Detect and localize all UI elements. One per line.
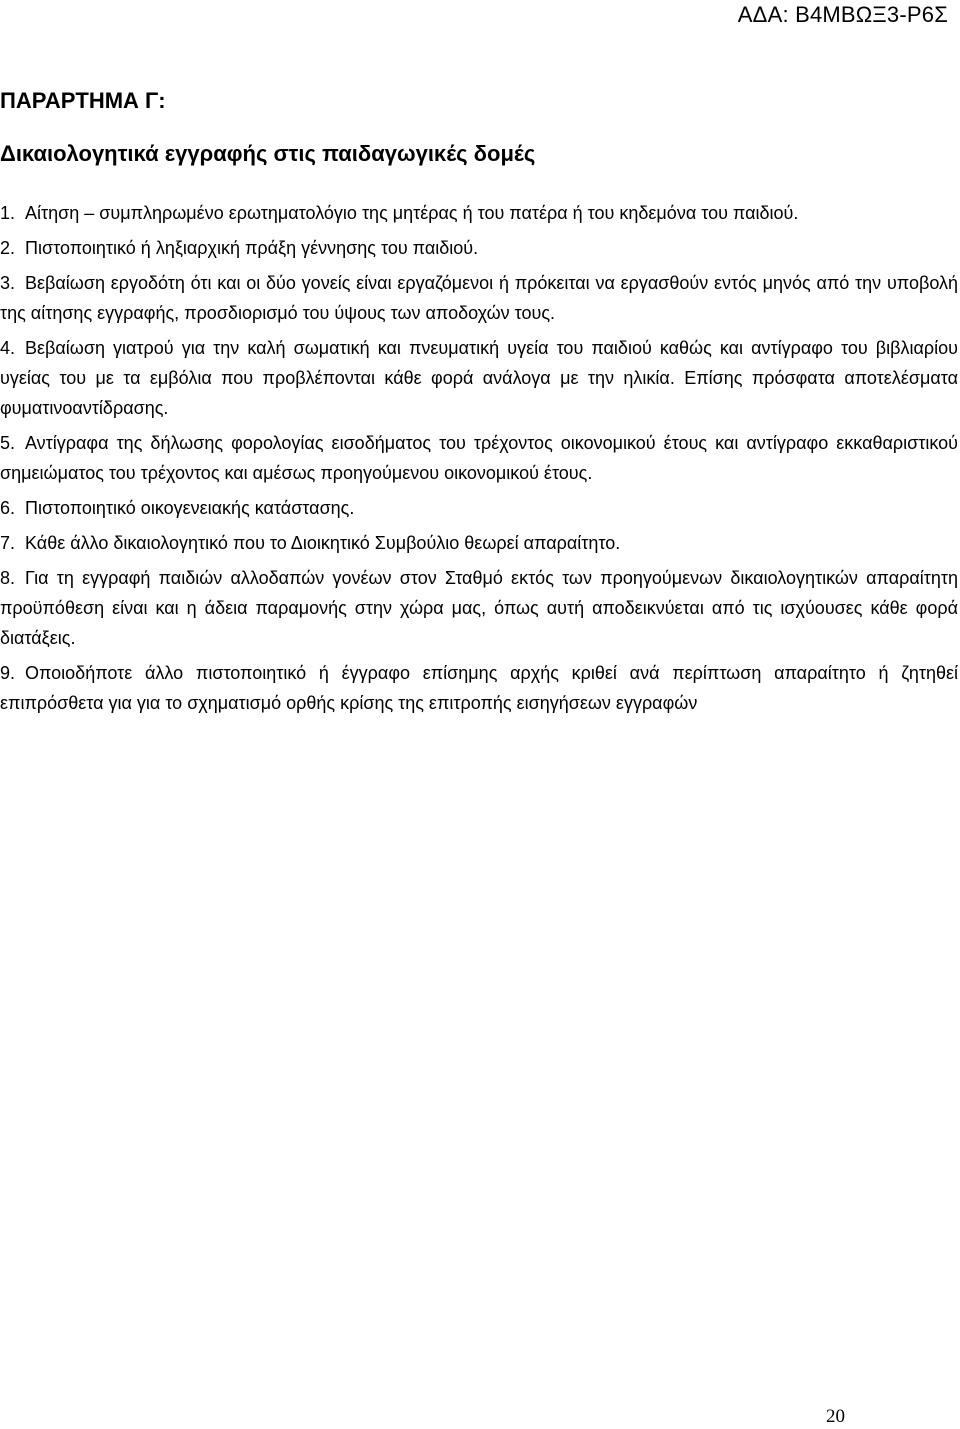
item-text: Πιστοποιητικό ή ληξιαρχική πράξη γέννησης του παιδιού.	[25, 238, 479, 258]
item-text: Οποιοδήποτε άλλο πιστοποιητικό ή έγγραφο επίσημης αρχής κριθεί ανά περίπτωση απαραίτητο ή ζητηθεί επιπρόσθετα για για το σχηματισμό ορθής κρίσης της επιτροπής εισηγήσεων εγγραφών	[0, 663, 958, 713]
item-number: 9.	[0, 663, 16, 683]
item-number: 1.	[0, 203, 16, 223]
item-number: 3.	[0, 273, 16, 293]
item-number: 4.	[0, 338, 16, 358]
list-item	[0, 268, 958, 328]
annex-title: ΠΑΡΑΡΤΗΜΑ Γ:	[0, 88, 166, 113]
item-number: 6.	[0, 498, 16, 518]
list-item	[0, 563, 958, 653]
list-item	[0, 493, 958, 523]
item-text: Για τη εγγραφή παιδιών αλλοδαπών γονέων στον Σταθμό εκτός των προηγούμενων δικαιολογητικών απαραίτητη προϋπόθεση είναι και η άδεια παραμονής στην χώρα μας, όπως αυτή αποδεικνύεται από τις ισχύουσες κάθε φορά διατάξεις.	[0, 568, 958, 648]
ada-code: ΑΔΑ: Β4ΜΒΩΞ3-Ρ6Σ	[737, 2, 948, 27]
item-text: Αίτηση – συμπληρωμένο ερωτηματολόγιο της μητέρας ή του πατέρα ή του κηδεμόνα του παιδιού.	[25, 203, 799, 223]
item-number: 2.	[0, 238, 16, 258]
item-number: 8.	[0, 568, 16, 588]
document-heading: Δικαιολογητικά εγγραφής στις παιδαγωγικές δομές	[0, 141, 536, 166]
page-number: 20	[826, 1406, 845, 1427]
requirements-list	[0, 198, 958, 723]
item-text: Βεβαίωση γιατρού για την καλή σωματική και πνευματική υγεία του παιδιού καθώς και αντίγραφο του βιβλιαρίου υγείας του με τα εμβόλια που προβλέπονται κάθε φορά ανάλογα με την ηλικία. Επίσης πρόσφατα αποτελέσματα φυματινοαντίδρασης.	[0, 338, 958, 418]
list-item	[0, 528, 958, 558]
item-number: 7.	[0, 533, 16, 553]
item-text: Πιστοποιητικό οικογενειακής κατάστασης.	[25, 498, 355, 518]
item-text: Κάθε άλλο δικαιολογητικό που το Διοικητικό Συμβούλιο θεωρεί απαραίτητο.	[25, 533, 621, 553]
list-item	[0, 233, 958, 263]
item-text: Αντίγραφα της δήλωσης φορολογίας εισοδήματος του τρέχοντος οικονομικού έτους και αντίγραφο εκκαθαριστικού σημειώματος του τρέχοντος και αμέσως προηγούμενου οικονομικού έτους.	[0, 433, 958, 483]
list-item	[0, 658, 958, 718]
list-item	[0, 333, 958, 423]
list-item	[0, 428, 958, 488]
list-item	[0, 198, 958, 228]
item-text: Βεβαίωση εργοδότη ότι και οι δύο γονείς είναι εργαζόμενοι ή πρόκειται να εργασθούν εντός μηνός από την υποβολή της αίτησης εγγραφής, προσδιορισμό του ύψους των αποδοχών τους.	[0, 273, 958, 323]
item-number: 5.	[0, 433, 16, 453]
